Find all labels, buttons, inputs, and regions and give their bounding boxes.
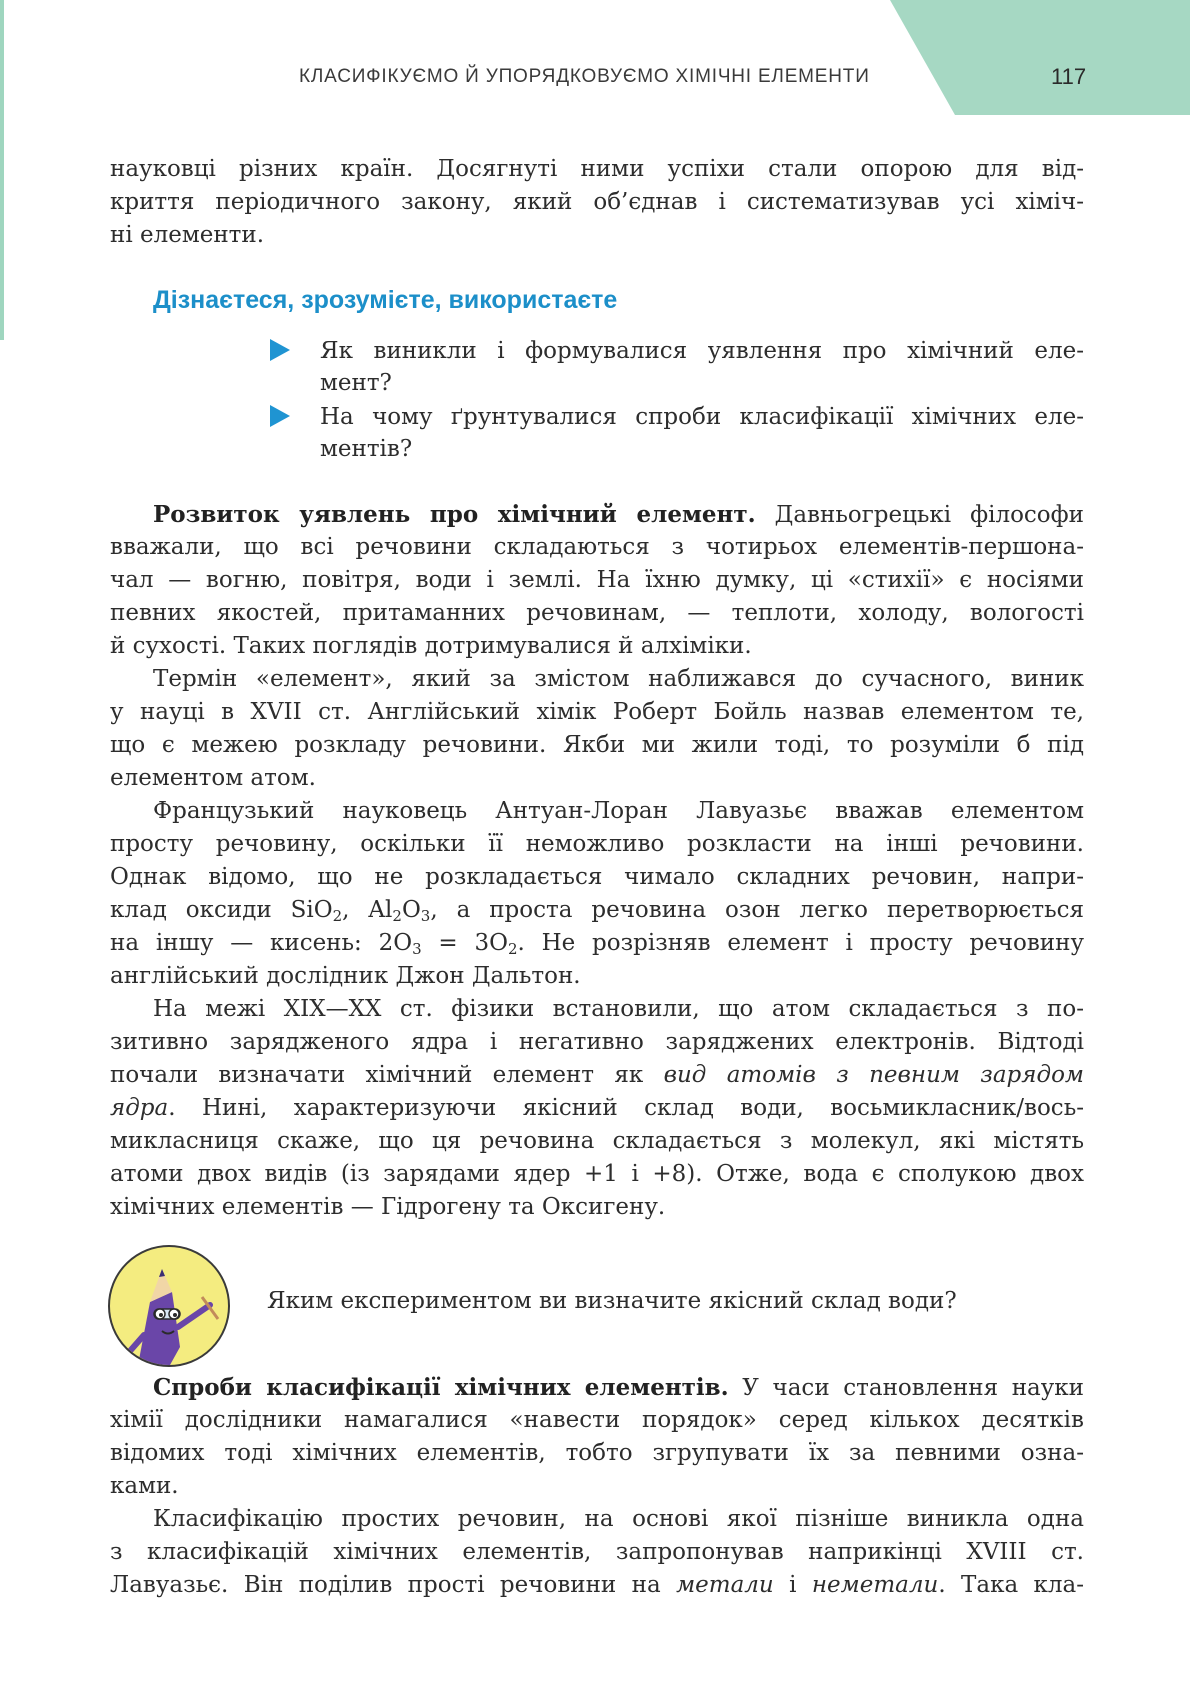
header-accent-band [890,0,1190,115]
pencil-mascot-icon [108,1245,230,1367]
body-line: зитивно зарядженого ядра і негативно заряджених електронів. Відтоді [110,1029,1084,1055]
body-line: з класифікацій хімічних елементів, запропонував наприкінці XVIII ст. [110,1539,1084,1565]
body-line: елементом атом. [110,765,316,791]
intro-line: криття періодичного закону, який об’єднав і систематизував усі хіміч- [110,189,1084,215]
italic-definition: ядра [110,1095,169,1121]
reaction-line [110,927,1084,960]
body-line: чал — вогню, повітря, води і землі. На їхню думку, ці «стихії» є носіями [110,567,1084,593]
question-text: Яким експериментом ви визначите якісний склад води? [267,1288,957,1314]
body-line: Термін «елемент», який за змістом наближався до сучасного, виник [153,666,1084,692]
body-line: певних якостей, притаманних речовинам, — теплоти, холоду, вологості [110,600,1084,626]
body-line: відомих тоді хімічних елементів, тобто згрупувати їх за певними озна- [110,1440,1084,1466]
play-triangle-icon [270,339,290,361]
subscript: 3 [420,907,431,925]
body-line: просту речовину, оскільки її неможливо розкласти на інші речовини. [110,831,1084,857]
section1-text: Давньогрецькі філософи [774,502,1084,528]
body-line: атоми двох видів (із зарядами ядер +1 і +8). Отже, вода є сполукою двох [110,1161,1084,1187]
formula-line [110,894,1084,927]
body-line: хімії дослідники намагалися «навести порядок» серед кількох десятків [110,1407,1084,1433]
running-title: КЛАСИФІКУЄМО Й УПОРЯДКОВУЄМО ХІМІЧНІ ЕЛЕМЕНТИ [299,66,870,87]
learn-heading: Дізнаєтеся, зрозумієте, використаєте [153,286,618,314]
text-run: на іншу — кисень: 2O [110,930,413,956]
bullet-line: На чому ґрунтувалися спроби класифікації хімічних еле- [320,404,1084,430]
left-edge-accent [0,0,4,340]
body-line: у науці в XVII ст. Англійський хімік Роберт Бойль назвав елементом те, [110,699,1084,725]
text-run: . Не розрізняв елемент і просту речовину [517,930,1084,956]
text-run: Лавуазьє. Він поділив прості речовини на [110,1572,677,1598]
body-line [110,1569,1084,1602]
intro-line: науковці різних країн. Досягнуті ними успіхи стали опорою для від- [110,156,1084,182]
text-run: . Нині, характеризуючи якісний склад води, восьмикласник/вось- [168,1095,1084,1121]
italic-term: метали [676,1572,774,1598]
text-run: = 3O [421,930,508,956]
subscript: 2 [332,907,343,925]
section2-first-line [153,1371,1084,1405]
bullet-line: Як виникли і формувалися уявлення про хімічний еле- [320,338,1084,364]
text-run: клад оксиди SiO [110,897,333,923]
bullet-line: ментів? [320,436,413,462]
body-line: й сухості. Таких поглядів дотримувалися й алхіміки. [110,633,752,659]
text-run: . Така кла- [938,1572,1085,1598]
subscript: 2 [392,907,402,925]
text-run: почали визначати хімічний елемент як [110,1062,664,1088]
bullet-line: мент? [320,370,392,396]
italic-definition: вид атомів з певним зарядом [663,1062,1084,1088]
subscript: 3 [412,940,422,958]
body-line: ками. [110,1473,179,1499]
section1-first-line [153,498,1084,532]
body-line: Класифікацію простих речовин, на основі якої пізніше виникла одна [153,1506,1084,1532]
section2-text: У часи становлення науки [742,1375,1084,1401]
section1-title: Розвиток уявлень про хімічний елемент. [153,501,756,528]
body-line: хімічних елементів — Гідрогену та Оксигену. [110,1194,666,1220]
body-line: вважали, що всі речовини складаються з чотирьох елементів-першона- [110,534,1084,560]
body-line: англійський дослідник Джон Дальтон. [110,963,581,989]
italic-line [110,1092,1084,1125]
body-line: микласниця скаже, що ця речовина складається з молекул, які містять [110,1128,1084,1154]
body-line: що є межею розкладу речовини. Якби ми жили тоді, то розуміли б під [110,732,1084,758]
body-line: Французький науковець Антуан-Лоран Лавуазьє вважав елементом [153,798,1084,824]
text-run: , Al [342,897,393,923]
section2-title: Спроби класифікації хімічних елементів. [153,1374,729,1401]
text-run: і [773,1572,812,1598]
subscript: 2 [507,940,518,958]
page-number: 117 [1051,64,1087,89]
body-line: На межі XIX—XX ст. фізики встановили, що атом складається з по- [153,996,1084,1022]
text-run: O [401,897,421,923]
intro-line: ні елементи. [110,222,265,248]
body-line: Однак відомо, що не розкладається чимало складних речовин, напри- [110,864,1084,890]
italic-line [110,1059,1084,1092]
italic-term: неметали [811,1572,939,1598]
play-triangle-icon [270,405,290,427]
text-run: , а проста речовина озон легко перетворюється [430,897,1085,923]
